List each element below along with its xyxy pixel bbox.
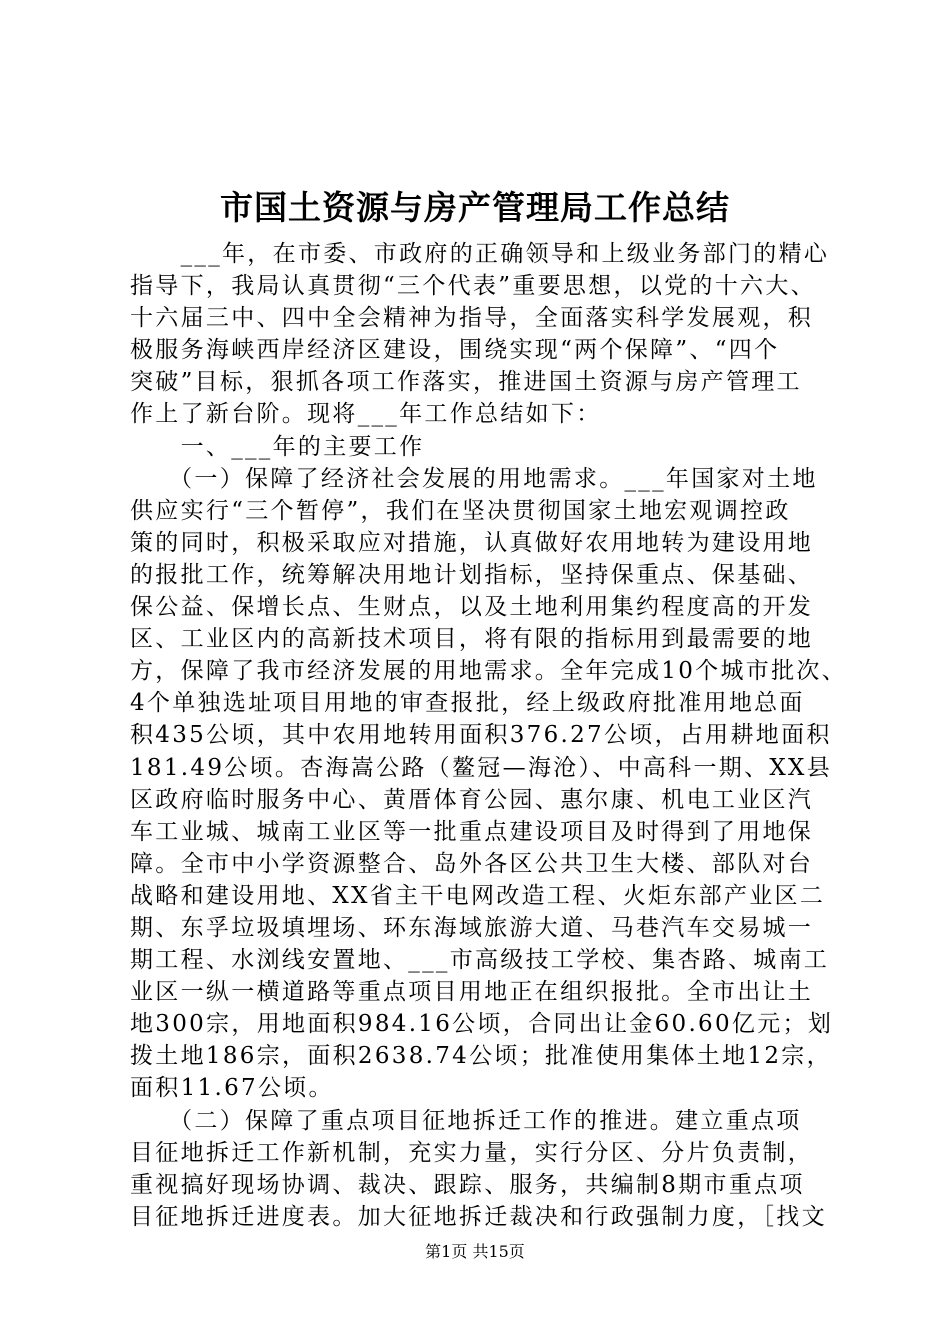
document-title: 市国土资源与房产管理局工作总结 <box>220 188 730 227</box>
body-text-line: 指导下，我局认真贯彻“三个代表”重要思想，以党的十六大、 <box>130 273 816 300</box>
body-text-line: 方，保障了我市经济发展的用地需求。全年完成10个城市批次、 <box>130 658 847 685</box>
body-text-line: 的报批工作，统筹解决用地计划指标，坚持保重点、保基础、 <box>130 561 814 588</box>
body-text-line: 供应实行“三个暂停”，我们在坚决贯彻国家土地宏观调控政 <box>130 497 791 524</box>
body-text-line: 极服务海峡西岸经济区建设，围绕实现“两个保障”、“四个 <box>130 337 780 364</box>
body-text-line: 目征地拆迁工作新机制，充实力量，实行分区、分片负责制， <box>130 1139 814 1166</box>
body-text-line: 期工程、水浏线安置地、___市高级技工学校、集杏路、城南工 <box>130 947 830 974</box>
body-text-line: 目征地拆迁进度表。加大征地拆迁裁决和行政强制力度，［找文 <box>130 1203 827 1230</box>
body-text-line: ___年，在市委、市政府的正确领导和上级业务部门的精心 <box>130 241 830 267</box>
body-text-line: 障。全市中小学资源整合、岛外各区公共卫生大楼、部队对台 <box>130 850 814 877</box>
body-text-line: 战略和建设用地、XX省主干电网改造工程、火炬东部产业区二 <box>130 882 826 909</box>
body-text-line: 期、东孚垃圾填埋场、环东海域旅游大道、马巷汽车交易城一 <box>130 914 814 941</box>
body-text-line: 保公益、保增长点、生财点，以及土地利用集约程度高的开发 <box>130 594 814 621</box>
body-text-line: 车工业城、城南工业区等一批重点建设项目及时得到了用地保 <box>130 818 814 845</box>
body-text-line: （二）保障了重点项目征地拆迁工作的推进。建立重点项 <box>130 1107 802 1134</box>
body-text-line: 区、工业区内的高新技术项目，将有限的指标用到最需要的地 <box>130 626 814 653</box>
body-text-line: 面积11.67公顷。 <box>130 1075 334 1102</box>
body-text-line: 一、___年的主要工作 <box>130 433 425 460</box>
page-number-footer: 第1页 共15页 <box>425 1242 525 1261</box>
body-text-line: 策的同时，积极采取应对措施，认真做好农用地转为建设用地 <box>130 529 814 556</box>
body-text-line: 突破”目标，狠抓各项工作落实，推进国土资源与房产管理工 <box>130 369 802 396</box>
body-text-line: 区政府临时服务中心、黄厝体育公园、惠尔康、机电工业区汽 <box>130 786 814 813</box>
body-text-line: 十六届三中、四中全会精神为指导，全面落实科学发展观，积 <box>130 305 814 332</box>
body-text-line: 地300宗，用地面积984.16公顷，合同出让金60.60亿元；划 <box>130 1011 834 1038</box>
body-text-line: 业区一纵一横道路等重点项目用地正在组织报批。全市出让土 <box>130 979 814 1006</box>
body-text-line: 181.49公顷。杏海嵩公路（鳌冠—海沧）、中高科一期、XX县 <box>130 754 833 781</box>
body-text-line: 重视搞好现场协调、裁决、跟踪、服务，共编制8期市重点项 <box>130 1171 805 1198</box>
document-body <box>130 238 850 1233</box>
body-text-line: 4个单独选址项目用地的审查报批，经上级政府批准用地总面 <box>130 690 805 717</box>
body-text-line: 作上了新台阶。现将___年工作总结如下： <box>130 401 602 428</box>
body-text-line: 拨土地186宗，面积2638.74公顷；批准使用集体土地12宗， <box>130 1043 832 1070</box>
body-text-line: （一）保障了经济社会发展的用地需求。___年国家对土地 <box>130 465 818 492</box>
body-text-line: 积435公顷，其中农用地转用面积376.27公顷，占用耕地面积 <box>130 722 832 749</box>
